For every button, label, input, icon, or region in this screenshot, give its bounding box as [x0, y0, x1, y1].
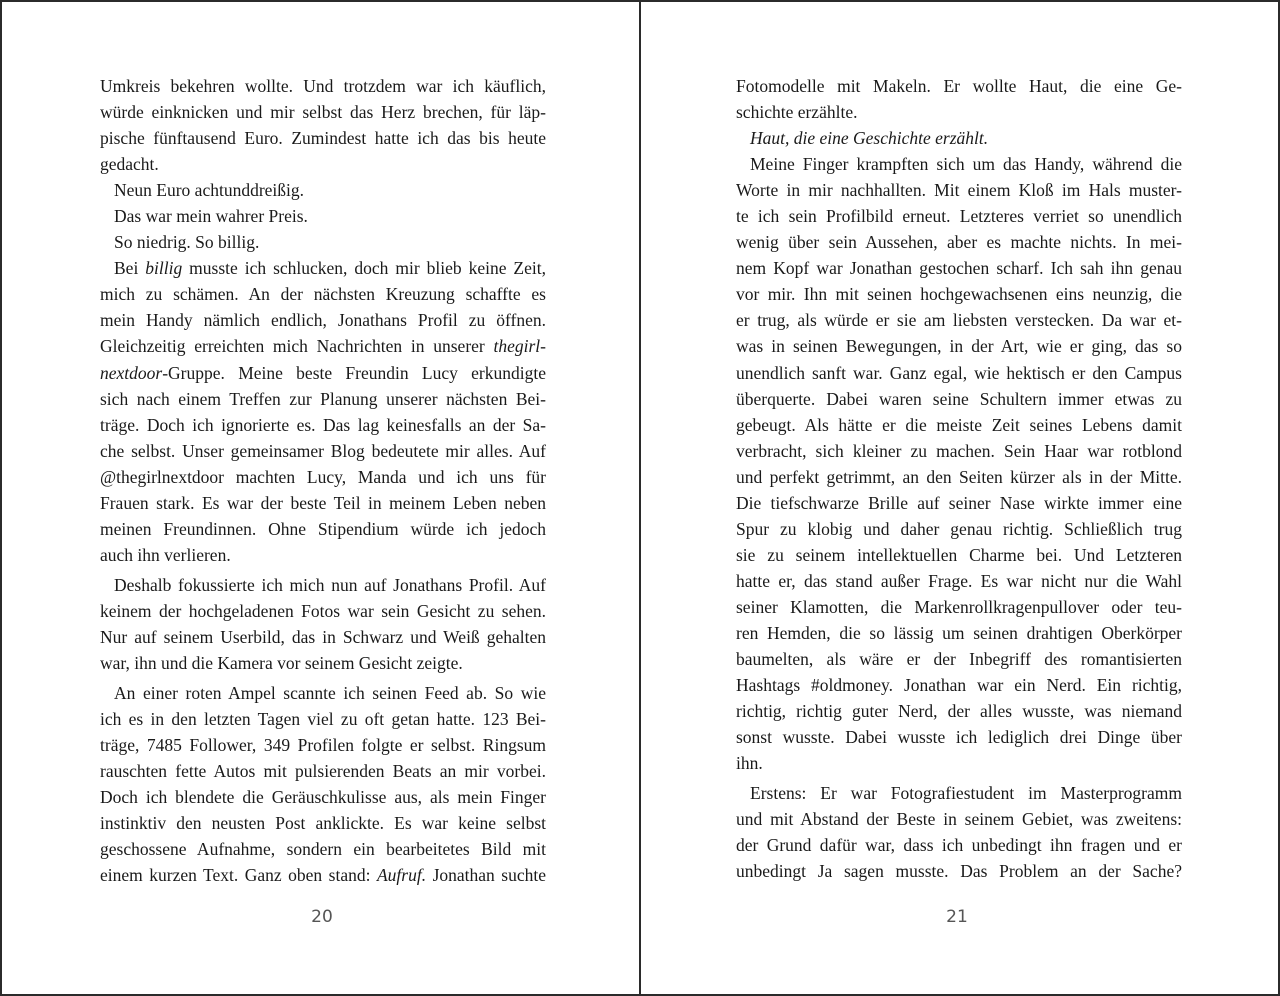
- text-run: keinem der hochgeladenen Fotos war sein Gesicht zu sehen.: [100, 600, 546, 621]
- text-run: ich es in den letzten Tagen viel zu oft getan hatte. 123 Bei-: [100, 709, 546, 730]
- text-run: Bei: [114, 258, 146, 279]
- text-run: richtig, richtig guter Nerd, der alles wusste, was niemand: [736, 701, 1182, 722]
- text-line: [100, 412, 546, 438]
- text-run: unbedingt Ja sagen musste. Das Problem an der Sache?: [736, 861, 1182, 882]
- text-run: te ich sein Profilbild erneut. Letzteres verriet so unendlich: [736, 206, 1182, 227]
- text-line: [100, 490, 546, 516]
- text-line: [100, 203, 546, 229]
- text-line: [736, 750, 1182, 776]
- text-run: Hashtags #oldmoney. Jonathan war ein Nerd. Ein richtig,: [736, 675, 1182, 696]
- text-line: [100, 99, 546, 125]
- italic-text: nextdoor: [100, 362, 163, 383]
- text-line: [736, 229, 1182, 255]
- text-line: [736, 386, 1182, 412]
- text-run: seiner Klamotten, die Markenrollkragenpullover oder teu-: [736, 596, 1182, 617]
- text-line: [100, 255, 546, 281]
- text-run: unendlich sanft war. Ganz egal, wie hektisch er den Campus: [736, 362, 1182, 383]
- text-line: [100, 542, 546, 568]
- text-run: ren Hemden, die so lässig um seinen drahtigen Oberkörper: [736, 622, 1182, 643]
- text-line: [736, 438, 1182, 464]
- left-page-text: [100, 73, 546, 888]
- text-run: sie zu seinem intellektuellen Charme bei. Und Letzteren: [736, 544, 1182, 565]
- text-line: [736, 255, 1182, 281]
- text-line: [100, 177, 546, 203]
- text-line: [736, 333, 1182, 359]
- text-run: Doch ich blendete die Geräuschkulisse aus, als mein Finger: [100, 787, 546, 808]
- right-page: [641, 0, 1280, 996]
- text-run: baumelten, als wäre er der Inbegriff des romantisierten: [736, 649, 1182, 670]
- text-line: [100, 810, 546, 836]
- text-run: Jonathan suchte: [426, 865, 546, 886]
- text-run: verbracht, sich kleiner zu machen. Sein Haar war rotblond: [736, 440, 1182, 461]
- text-run: sonst wusste. Dabei wusste ich lediglich drei Dinge über: [736, 727, 1182, 748]
- text-line: [736, 672, 1182, 698]
- text-run: gedacht.: [100, 154, 159, 175]
- text-run: Frauen stark. Es war der beste Teil in meinem Leben neben: [100, 492, 546, 513]
- text-line: [100, 333, 546, 359]
- text-run: Umkreis bekehren wollte. Und trotzdem war ich käuflich,: [100, 76, 546, 96]
- text-run: auch ihn verlieren.: [100, 544, 231, 565]
- text-line: [100, 598, 546, 624]
- text-line: [736, 151, 1182, 177]
- text-run: träge. Doch ich ignorierte es. Das lag keinesfalls an der Sa-: [100, 414, 546, 435]
- text-run: Die tiefschwarze Brille auf seiner Nase wirkte immer eine: [736, 492, 1182, 513]
- text-line: [100, 125, 546, 151]
- text-line: [736, 724, 1182, 750]
- right-page-number: 21: [946, 907, 968, 927]
- text-line: [100, 732, 546, 758]
- text-line: [736, 594, 1182, 620]
- text-line: [736, 177, 1182, 203]
- text-line: [100, 680, 546, 706]
- text-line: [736, 203, 1182, 229]
- text-line: [736, 832, 1182, 858]
- text-run: Erstens: Er war Fotografiestudent im Masterprogramm: [750, 783, 1182, 804]
- text-run: Neun Euro achtunddreißig.: [114, 180, 305, 201]
- text-run: schichte erzählte.: [736, 102, 858, 123]
- text-run: ihn.: [736, 753, 763, 774]
- text-run: und mit Abstand der Beste in seinem Gebiet, was zweitens:: [736, 809, 1182, 830]
- italic-text: thegirl-: [493, 336, 546, 357]
- text-line: [736, 73, 1182, 99]
- text-line: [736, 490, 1182, 516]
- text-line: [100, 516, 546, 542]
- text-line: [736, 620, 1182, 646]
- text-run: würde einknicken und mir selbst das Herz brechen, für läp-: [100, 102, 546, 123]
- text-line: [736, 780, 1182, 806]
- text-run: nem Kopf war Jonathan gestochen scharf. Ich sah ihn genau: [736, 258, 1182, 279]
- text-line: [100, 464, 546, 490]
- text-line: [100, 836, 546, 862]
- text-run: einem kurzen Text. Ganz oben stand:: [100, 865, 377, 886]
- text-line: [736, 858, 1182, 884]
- italic-text: Haut, die eine Geschichte erzählt.: [750, 128, 989, 149]
- text-run: sich nach einem Treffen zur Planung unserer nächsten Bei-: [100, 388, 546, 409]
- text-line: [736, 698, 1182, 724]
- text-line: [100, 784, 546, 810]
- right-page-text: [736, 73, 1182, 884]
- text-line: [736, 516, 1182, 542]
- text-run: che selbst. Unser gemeinsamer Blog bedeutete mir alles. Auf: [100, 440, 546, 461]
- text-line: [100, 386, 546, 412]
- text-run: Das war mein wahrer Preis.: [114, 206, 308, 227]
- text-run: meinen Freundinnen. Ohne Stipendium würde ich jedoch: [100, 518, 546, 539]
- text-line: [736, 646, 1182, 672]
- text-run: Nur auf seinem Userbild, das in Schwarz und Weiß gehalten: [100, 626, 546, 647]
- text-run: musste ich schlucken, doch mir blieb keine Zeit,: [182, 258, 546, 279]
- text-line: [736, 99, 1182, 125]
- text-run: Fotomodelle mit Makeln. Er wollte Haut, die eine Ge-: [736, 76, 1182, 96]
- text-run: hatte er, das stand außer Frage. Es war nicht nur die Wahl: [736, 570, 1182, 591]
- text-run: mich zu schämen. An der nächsten Kreuzung schaffte es: [100, 284, 546, 305]
- text-run: @thegirlnextdoor machten Lucy, Manda und ich uns für: [100, 466, 546, 487]
- text-run: er trug, als würde er sie am liebsten verstecken. Da war et-: [736, 310, 1182, 331]
- text-line: [736, 307, 1182, 333]
- text-run: rauschten fette Autos mit pulsierenden Beats an mir vorbei.: [100, 761, 546, 782]
- text-line: [736, 464, 1182, 490]
- text-run: Gleichzeitig erreichten mich Nachrichten in unserer: [100, 336, 494, 357]
- text-line: [736, 412, 1182, 438]
- text-run: Spur zu klobig und daher genau richtig. Schließlich trug: [736, 518, 1182, 539]
- text-line: [100, 650, 546, 676]
- text-run: Meine Finger krampften sich um das Handy, während die: [750, 154, 1182, 175]
- text-run: träge, 7485 Follower, 349 Profilen folgte er selbst. Ringsum: [100, 735, 546, 756]
- text-line: [736, 568, 1182, 594]
- left-page-number: 20: [311, 907, 333, 927]
- text-line: [100, 438, 546, 464]
- text-run: Worte in mir nachhallten. Mit einem Kloß im Hals muster-: [736, 180, 1182, 201]
- text-line: [100, 151, 546, 177]
- text-line: [100, 624, 546, 650]
- text-line: [100, 706, 546, 732]
- text-run: überquerte. Dabei waren seine Schultern immer etwas zu: [736, 388, 1182, 409]
- text-line: [736, 360, 1182, 386]
- text-run: An einer roten Ampel scannte ich seinen Feed ab. So wie: [114, 683, 546, 704]
- text-run: was in seinen Bewegungen, in der Art, wie er ging, das so: [736, 336, 1182, 357]
- text-line: [100, 281, 546, 307]
- text-run: pische fünftausend Euro. Zumindest hatte ich das bis heute: [100, 128, 546, 149]
- text-run: der Grund dafür war, dass ich unbedingt ihn fragen und er: [736, 835, 1182, 856]
- text-run: So niedrig. So billig.: [114, 232, 260, 253]
- text-line: [100, 229, 546, 255]
- text-line: [736, 125, 1182, 151]
- text-line: [100, 73, 546, 99]
- italic-text: Aufruf.: [376, 865, 427, 886]
- text-run: geschossene Aufnahme, sondern ein bearbeitetes Bild mit: [100, 839, 546, 860]
- text-line: [100, 360, 546, 386]
- text-line: [100, 572, 546, 598]
- text-run: -Gruppe. Meine beste Freundin Lucy erkundigte: [162, 362, 546, 383]
- text-run: vor mir. Ihn mit seinen hochgewachsenen eins neunzig, die: [736, 284, 1182, 305]
- text-line: [736, 542, 1182, 568]
- text-line: [100, 307, 546, 333]
- text-run: Deshalb fokussierte ich mich nun auf Jonathans Profil. Auf: [114, 574, 546, 595]
- text-run: wenig über sein Aussehen, aber es machte nichts. In mei-: [736, 232, 1182, 253]
- text-run: instinktiv den neusten Post anklickte. Es war keine selbst: [100, 813, 546, 834]
- text-line: [100, 862, 546, 888]
- italic-text: billig: [145, 258, 183, 279]
- text-run: und perfekt getrimmt, an den Seiten kürzer als in der Mitte.: [736, 466, 1182, 487]
- text-run: war, ihn und die Kamera vor seinem Gesicht zeigte.: [100, 653, 463, 674]
- text-line: [736, 806, 1182, 832]
- text-run: gebeugt. Als hätte er die meiste Zeit seines Lebens damit: [736, 414, 1182, 435]
- text-line: [736, 281, 1182, 307]
- text-line: [100, 758, 546, 784]
- text-run: mein Handy nämlich endlich, Jonathans Profil zu öffnen.: [100, 310, 546, 331]
